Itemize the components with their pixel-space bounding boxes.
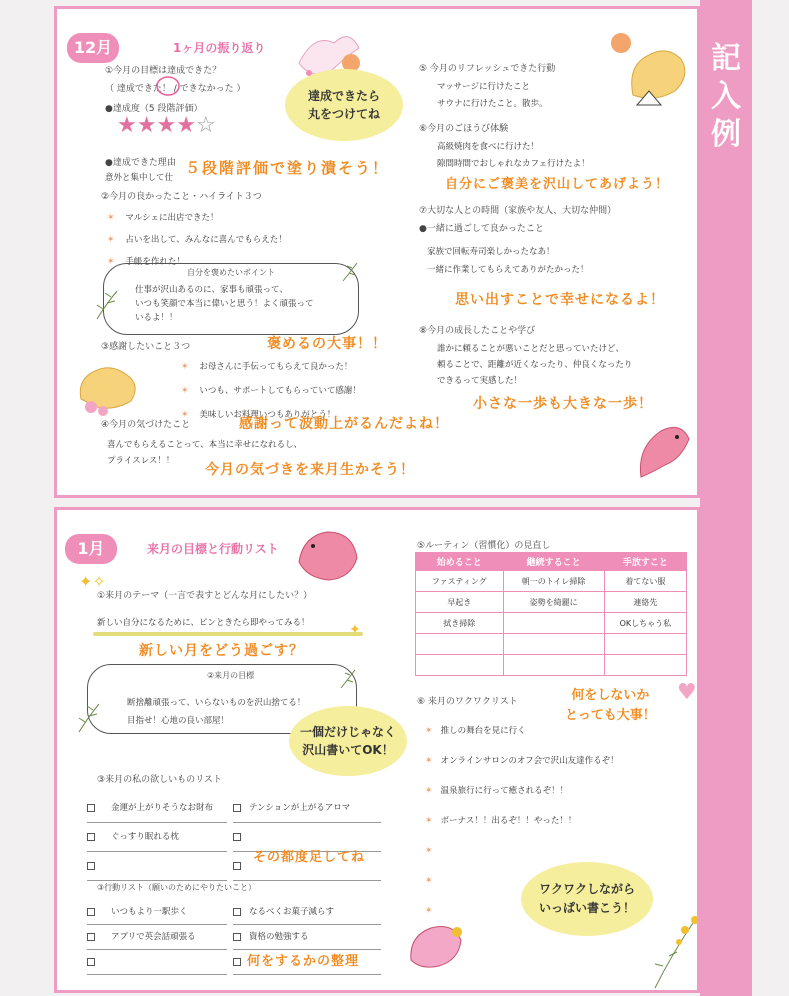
q8-label: ⑧今月の成長したことや学び bbox=[419, 326, 536, 336]
q8-line: 誰かに頼ることが悪いことだと思っていたけど、 bbox=[437, 344, 625, 354]
q4-line: 喜んでもらえることって、本当に幸せになれるし、 bbox=[107, 440, 303, 450]
reason-label: ●達成できた理由 bbox=[105, 158, 176, 168]
checkbox[interactable] bbox=[233, 804, 241, 812]
q2-label: ②今月の良かったこと・ハイライト３つ bbox=[101, 192, 262, 202]
bullet-star-icon: ✶ bbox=[107, 257, 115, 267]
table-cell bbox=[416, 634, 504, 655]
bubble-line: 達成できたら bbox=[307, 89, 380, 103]
bubble-line: ワクワクしながら bbox=[538, 882, 635, 896]
q5-list bbox=[437, 79, 548, 113]
annot-sort: 何をするかの整理 bbox=[247, 954, 360, 969]
checkbox[interactable] bbox=[87, 958, 95, 966]
annot-notice: 今月の気づきを来月生かそう！ bbox=[205, 462, 415, 478]
checkbox[interactable] bbox=[87, 933, 95, 941]
action-text: いつもより一駅歩く bbox=[111, 907, 188, 917]
bubble-line: 沢山書いてOK！ bbox=[302, 743, 394, 757]
q8-text bbox=[437, 341, 632, 389]
column-header: 手放すこと bbox=[604, 553, 686, 571]
checkbox[interactable] bbox=[233, 862, 241, 870]
goal-line: 目指せ！心地の良い部屋！ bbox=[127, 716, 230, 726]
q1-label: ①来月のテーマ（一言で表すとどんな月にしたい？） bbox=[97, 591, 313, 601]
praise-line: 仕事が沢山あるのに、家事も頑張って、 bbox=[135, 285, 288, 295]
checkbox[interactable] bbox=[87, 862, 95, 870]
list-item bbox=[425, 746, 619, 776]
action-cell bbox=[87, 950, 227, 975]
star-filled-icon: ★ bbox=[117, 113, 137, 138]
table-cell: 着てない服 bbox=[604, 571, 686, 592]
side-label-char-3: 例 bbox=[711, 117, 741, 152]
list-item: 一緒に作業してもらえてありがたかった！ bbox=[427, 265, 589, 275]
table-cell bbox=[503, 655, 604, 676]
wish-cell bbox=[87, 823, 227, 852]
q6-label: ⑥ 来月のワクワクリスト bbox=[417, 697, 518, 707]
reason-text: 意外と集中して仕 bbox=[105, 173, 174, 183]
q6-label: ⑥今月のごほうび体験 bbox=[419, 124, 509, 134]
q4-label: ④今月の気づけたこと bbox=[101, 420, 191, 430]
list-item bbox=[107, 229, 287, 251]
side-label-char-2: 入 bbox=[711, 79, 741, 114]
list-item bbox=[107, 207, 287, 229]
list-item: 高級焼肉を食べに行けた！ bbox=[437, 142, 540, 152]
checkbox[interactable] bbox=[87, 833, 95, 841]
table-row bbox=[416, 592, 687, 613]
action-cell bbox=[87, 925, 227, 950]
action-text: アプリで英会話頑張る bbox=[111, 932, 196, 942]
sparkle-icon: ✦ bbox=[349, 622, 361, 638]
checkbox[interactable] bbox=[233, 958, 241, 966]
bullet-star-icon: ✶ bbox=[181, 386, 189, 396]
table-cell bbox=[604, 655, 686, 676]
annot-line: とっても大事！ bbox=[565, 708, 656, 723]
list-item-text: 手帳を作れた！ bbox=[125, 257, 185, 267]
dragon-illustration bbox=[603, 25, 695, 109]
q2-text bbox=[127, 694, 305, 730]
annot-memory: 思い出すことで幸せになるよ！ bbox=[455, 292, 665, 308]
list-item-text: 占いを出して、みんなに喜んでもらえた！ bbox=[125, 235, 287, 245]
list-item: 隙間時間でおしゃれなカフェ行けたよ！ bbox=[437, 159, 590, 169]
q7-label: ⑦大切な人との時間（家族や友人、大切な仲間） bbox=[419, 206, 617, 216]
side-label bbox=[700, 40, 752, 154]
action-cell bbox=[233, 900, 381, 925]
list-item: 家族で回転寿司楽しかったなあ！ bbox=[427, 247, 555, 257]
annot-thanks: 感謝って波動上がるんだよね！ bbox=[239, 416, 449, 432]
table-cell bbox=[503, 634, 604, 655]
list-item bbox=[87, 794, 383, 823]
q5-label: ⑤ルーティン（習慣化）の見直し bbox=[417, 541, 551, 551]
q4-label: ③行動リスト（願いのためにやりたいこと） bbox=[97, 883, 257, 892]
december-page bbox=[54, 6, 700, 498]
list-item: マッサージに行けたこと bbox=[437, 82, 530, 92]
list-item bbox=[425, 776, 619, 806]
praise-text bbox=[135, 283, 314, 325]
checkbox[interactable] bbox=[87, 804, 95, 812]
list-item bbox=[425, 716, 619, 746]
list-item-text: オンラインサロンのオフ会で沢山友達作るぞ！ bbox=[440, 756, 619, 766]
table-cell: 拭き掃除 bbox=[416, 613, 504, 634]
wish-cell bbox=[233, 794, 381, 823]
list-item: サウナに行けたこと。散歩。 bbox=[437, 99, 548, 109]
bullet-star-icon: ✶ bbox=[425, 726, 433, 736]
list-item-text: 美味しいお料理いつもありがとう！ bbox=[199, 410, 336, 420]
list-item-text: 温泉旅行に行って癒されるぞ！！ bbox=[440, 786, 569, 796]
q7-list bbox=[427, 243, 589, 279]
star-filled-icon: ★ bbox=[136, 113, 157, 138]
flower-illustration bbox=[649, 912, 700, 990]
table-cell: 連絡先 bbox=[604, 592, 686, 613]
annot-line: 何をしないか bbox=[571, 688, 650, 703]
side-label-char-1: 記 bbox=[711, 41, 741, 76]
bullet-star-icon: ✶ bbox=[181, 362, 189, 372]
bullet-star-icon: ✶ bbox=[425, 786, 433, 796]
annot-reward: 自分にご褒美を沢山してあげよう！ bbox=[445, 177, 670, 192]
annot-month: 新しい月をどう過ごす？ bbox=[139, 643, 304, 659]
table-cell: 朝一のトイレ掃除 bbox=[503, 571, 604, 592]
table-row bbox=[416, 655, 687, 676]
column-header: 継続すること bbox=[503, 553, 604, 571]
rating-stars bbox=[117, 113, 216, 138]
star-filled-icon: ★ bbox=[176, 113, 196, 138]
leaf-icon bbox=[341, 261, 361, 283]
action-cell bbox=[87, 900, 227, 925]
q3-label: ③感謝したいこと３つ bbox=[101, 342, 191, 352]
table-row bbox=[416, 634, 687, 655]
bubble-line: 一個だけじゃなく bbox=[299, 725, 396, 739]
praise-line: いるよ！！ bbox=[135, 313, 178, 323]
checkbox[interactable] bbox=[233, 933, 241, 941]
goal-line: 断捨離頑張って、いらないものを沢山捨てる！ bbox=[127, 698, 306, 708]
bullet-star-icon: ✶ bbox=[425, 906, 433, 916]
heart-icon: ♥ bbox=[677, 680, 697, 705]
list-item bbox=[425, 806, 619, 836]
list-item-text: マルシェに出店できた！ bbox=[125, 213, 219, 223]
leaf-icon bbox=[93, 287, 121, 323]
list-item bbox=[181, 379, 361, 403]
wish-text: ぐっすり眠れる枕 bbox=[111, 832, 179, 842]
star-filled-icon: ★ bbox=[156, 113, 177, 138]
table-cell: ファスティング bbox=[416, 571, 504, 592]
wish-cell bbox=[87, 794, 227, 823]
q3-label: ③来月の私の欲しいものリスト bbox=[97, 775, 222, 785]
page-title: 来月の目標と行動リスト bbox=[147, 542, 279, 556]
routine-table bbox=[415, 552, 687, 676]
star-empty-icon: ☆ bbox=[195, 113, 216, 138]
january-page bbox=[54, 507, 700, 993]
month-badge: 1月 bbox=[65, 534, 117, 564]
annot-add: その都度足してね bbox=[253, 850, 366, 865]
bubble-waku-tip bbox=[521, 862, 653, 936]
bullet-star-icon: ✶ bbox=[107, 213, 115, 223]
table-cell bbox=[503, 613, 604, 634]
wish-text: テンションが上がるアロマ bbox=[249, 803, 351, 813]
list-item bbox=[87, 925, 383, 950]
bullet-star-icon: ✶ bbox=[425, 846, 433, 856]
table-header-row bbox=[416, 553, 687, 571]
leaf-icon bbox=[75, 700, 103, 736]
table-cell: 早起き bbox=[416, 592, 504, 613]
bullet-star-icon: ✶ bbox=[181, 410, 189, 420]
answer-circle-icon bbox=[155, 75, 181, 97]
table-cell: OKしちゃう私 bbox=[604, 613, 686, 634]
list-item bbox=[87, 900, 383, 925]
list-item-text: ボーナス！！出るぞ！！やった！！ bbox=[440, 816, 577, 826]
annot-praise: 褒めるの大事！！ bbox=[267, 336, 387, 352]
q1-text: 新しい自分になるために、ピンときたら即やってみる！ bbox=[97, 618, 310, 628]
bullet-star-icon: ✶ bbox=[425, 756, 433, 766]
bubble-line: 丸をつけてね bbox=[307, 107, 380, 121]
table-row bbox=[416, 613, 687, 634]
checkbox[interactable] bbox=[233, 833, 241, 841]
month-badge: 12月 bbox=[67, 33, 119, 63]
bullet-star-icon: ✶ bbox=[107, 235, 115, 245]
bullet-star-icon: ✶ bbox=[425, 816, 433, 826]
action-cell bbox=[233, 925, 381, 950]
wishlist bbox=[87, 794, 383, 881]
praise-line: いつも笑顔で本当に偉いと思う！よく頑張って bbox=[135, 299, 314, 309]
table-cell bbox=[604, 634, 686, 655]
q8-line: できるって実感した！ bbox=[437, 376, 523, 386]
annot-rating: ５段階評価で塗り潰そう！ bbox=[185, 159, 390, 177]
highlight-underline bbox=[93, 632, 363, 636]
q5-label: ⑤ 今月のリフレッシュできた行動 bbox=[419, 64, 556, 74]
dragon-illustration bbox=[293, 522, 363, 586]
praise-label: 自分を褒めたいポイント bbox=[187, 268, 275, 277]
table-cell bbox=[416, 655, 504, 676]
bullet-star-icon: ✶ bbox=[425, 876, 433, 886]
q8-line: 頼ることで、距離が近くなったり、仲良くなったり bbox=[437, 360, 633, 370]
wish-text: 金運が上がりそうなお財布 bbox=[111, 803, 214, 813]
page-title: 1ヶ月の振り返り bbox=[173, 41, 266, 55]
rating-label: ●達成度（5 段階評価） bbox=[105, 104, 203, 114]
bubble-circle-tip bbox=[285, 69, 403, 141]
q7-sub-label: ●一緒に過ごして良かったこと bbox=[419, 224, 544, 234]
sparkle-icon: ✦✧ bbox=[79, 572, 106, 591]
q2-label: ②来月の目標 bbox=[207, 671, 255, 680]
checkbox[interactable] bbox=[233, 908, 241, 916]
q6-list bbox=[437, 139, 590, 173]
list-item-text: お母さんに手伝ってもらえて良かった！ bbox=[199, 362, 353, 372]
annot-step: 小さな一歩も大きな一歩！ bbox=[473, 396, 653, 412]
bubble-line: いっぱい書こう！ bbox=[538, 901, 635, 915]
table-row bbox=[416, 571, 687, 592]
leaf-icon bbox=[339, 668, 359, 690]
action-text: 資格の勉強する bbox=[249, 932, 309, 942]
wish-cell bbox=[87, 852, 227, 881]
bubble-many-tip bbox=[289, 706, 407, 776]
checkbox[interactable] bbox=[87, 908, 95, 916]
list-item bbox=[181, 355, 361, 379]
dragon-illustration bbox=[71, 349, 151, 417]
q1-label: ①今月の目標は達成できた？ bbox=[105, 66, 222, 76]
table-cell: 姿勢を綺麗に bbox=[503, 592, 604, 613]
list-item-text: いつも、サポートしてもらっていて感謝！ bbox=[199, 386, 361, 396]
action-text: なるべくお菓子減らす bbox=[249, 907, 335, 917]
column-header: 始めること bbox=[416, 553, 504, 571]
q4-line: プライスレス！！ bbox=[107, 456, 175, 466]
list-item-text: 推しの舞台を見に行く bbox=[440, 726, 526, 736]
q1-answer: （ 達成できた！ / できなかった ） bbox=[105, 84, 246, 94]
dragon-illustration bbox=[631, 417, 695, 487]
